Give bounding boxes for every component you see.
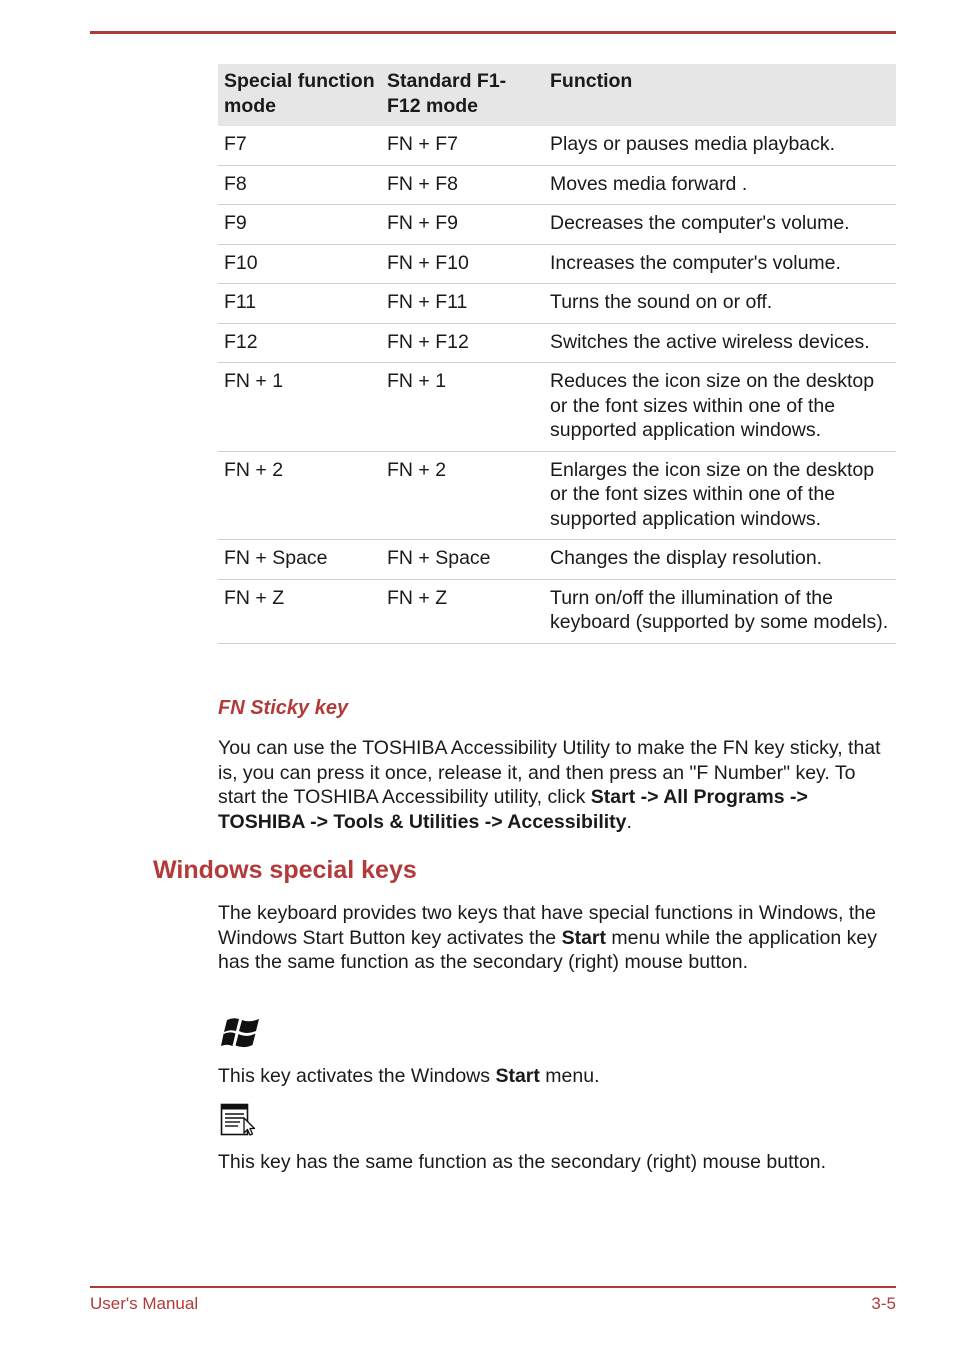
table-cell: Turn on/off the illumination of the keyboard (supported by some models).: [544, 579, 896, 643]
paragraph-text: This key activates the Windows: [218, 1065, 496, 1087]
table-cell: FN + 2: [381, 451, 544, 540]
paragraph-text: The keyboard provides two keys that have special functions in Windows, the Windows Start Button key activates the: [218, 902, 876, 949]
table-row: [218, 323, 896, 363]
header-rule: [90, 31, 896, 34]
table-row: [218, 284, 896, 324]
column-header: Function: [544, 64, 896, 126]
table-cell: F10: [218, 244, 381, 284]
table-cell: FN + Z: [381, 579, 544, 643]
windows-keys-intro-paragraph: [218, 901, 898, 975]
table-cell: FN + 1: [381, 363, 544, 452]
table-row: [218, 244, 896, 284]
windows-logo-icon: [221, 1014, 263, 1050]
table-cell: Turns the sound on or off.: [544, 284, 896, 324]
table-cell: FN + Z: [218, 579, 381, 643]
column-header: Standard F1-F12 mode: [381, 64, 544, 126]
table-cell: Switches the active wireless devices.: [544, 323, 896, 363]
table-cell: FN + Space: [218, 540, 381, 580]
table-row: [218, 205, 896, 245]
start-term: Start: [495, 1065, 540, 1087]
table-cell: F9: [218, 205, 381, 245]
windows-key-description: [218, 1064, 898, 1089]
table-row: [218, 126, 896, 165]
menu-path: Start -> All Programs -> TOSHIBA -> Tools & Utilities -> Accessibility: [218, 786, 808, 833]
table-cell: F8: [218, 165, 381, 205]
application-key-icon: [220, 1103, 256, 1137]
fn-sticky-key-paragraph: [218, 736, 898, 834]
table-cell: FN + Space: [381, 540, 544, 580]
table-row: [218, 451, 896, 540]
start-term: Start: [561, 926, 607, 949]
footer-rule: [90, 1286, 896, 1288]
table-row: [218, 579, 896, 643]
table-cell: FN + 1: [218, 363, 381, 452]
windows-special-keys-heading: Windows special keys: [153, 856, 417, 884]
fn-sticky-key-heading: FN Sticky key: [218, 697, 349, 719]
table-cell: F11: [218, 284, 381, 324]
table-cell: FN + F8: [381, 165, 544, 205]
table-cell: F7: [218, 126, 381, 165]
table-cell: Moves media forward .: [544, 165, 896, 205]
table-cell: FN + F11: [381, 284, 544, 324]
table-cell: FN + 2: [218, 451, 381, 540]
paragraph-text: menu.: [539, 1065, 600, 1087]
paragraph-text: You can use the TOSHIBA Accessibility Utility to make the FN key sticky, that is, you can press it once, release it, and then press an "F Number" key. To start the TOSHIBA Accessibility utility, click: [218, 737, 881, 808]
table-row: [218, 165, 896, 205]
table-cell: FN + F12: [381, 323, 544, 363]
application-key-description: This key has the same function as the secondary (right) mouse button.: [218, 1151, 827, 1173]
table-cell: Decreases the computer's volume.: [544, 205, 896, 245]
page-number: 3-5: [871, 1294, 896, 1313]
table-header-row: [218, 64, 896, 126]
table-row: [218, 363, 896, 452]
paragraph-text: menu while the application key has the same function as the secondary (right) mouse button.: [218, 926, 878, 973]
table-cell: Reduces the icon size on the desktop or the font sizes within one of the supported application windows.: [544, 363, 896, 452]
table-cell: FN + F7: [381, 126, 544, 165]
footer-manual-title: User's Manual: [90, 1294, 199, 1313]
table-cell: FN + F10: [381, 244, 544, 284]
table-row: [218, 540, 896, 580]
function-key-table: [218, 64, 896, 644]
column-header: Special function mode: [218, 64, 381, 126]
table-cell: Plays or pauses media playback.: [544, 126, 896, 165]
table-cell: Increases the computer's volume.: [544, 244, 896, 284]
paragraph-text: .: [626, 810, 632, 833]
table-cell: Changes the display resolution.: [544, 540, 896, 580]
table-cell: Enlarges the icon size on the desktop or the font sizes within one of the supported application windows.: [544, 451, 896, 540]
table-cell: F12: [218, 323, 381, 363]
table-cell: FN + F9: [381, 205, 544, 245]
